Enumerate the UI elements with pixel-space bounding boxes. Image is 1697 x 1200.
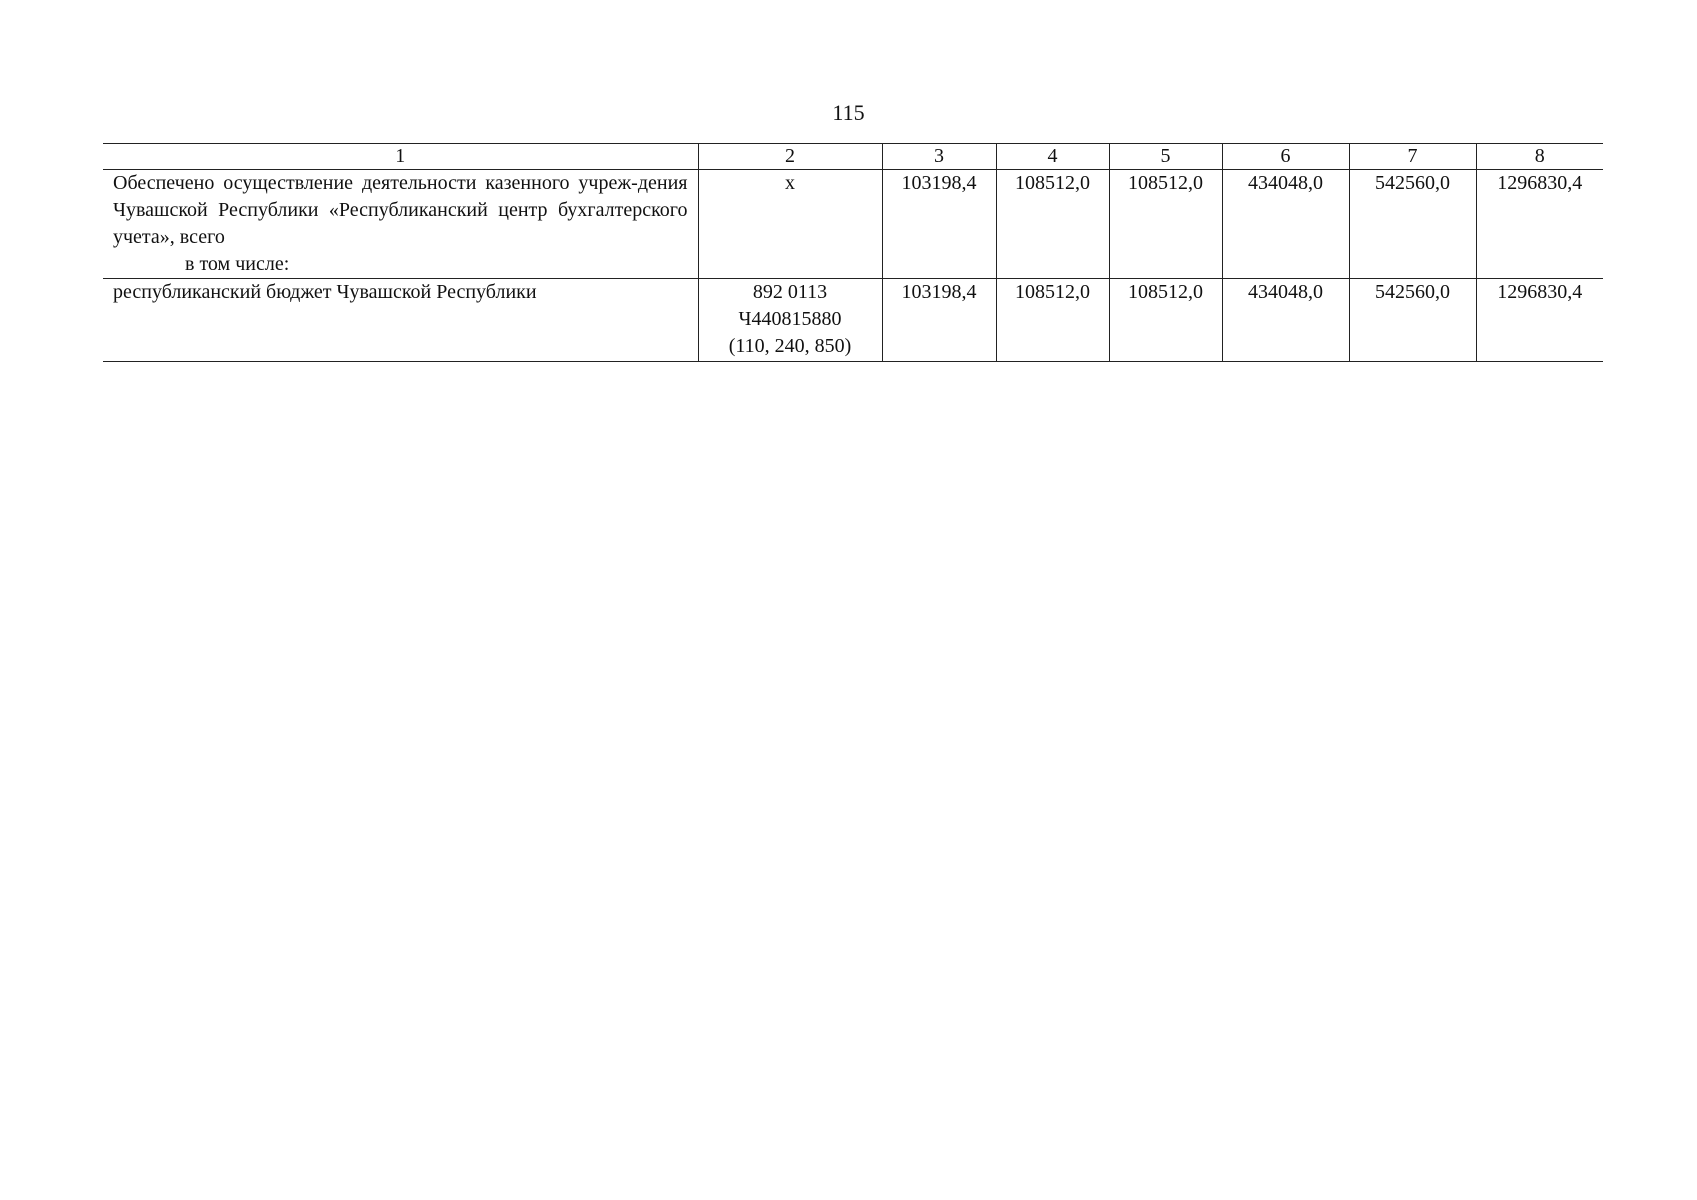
value-cell: 108512,0 [1109,170,1222,279]
page-number: 115 [832,100,865,125]
column-header-6: 6 [1222,144,1349,170]
column-header-2: 2 [698,144,882,170]
table-body [103,170,1603,362]
budget-code-line: (110, 240, 850) [728,335,852,357]
column-header-4: 4 [996,144,1109,170]
budget-code-line: Ч440815880 [738,308,842,330]
budget-code-cell: х [698,170,882,279]
value-cell: 108512,0 [1109,279,1222,362]
value-cell: 542560,0 [1349,170,1476,279]
value-cell: 1296830,4 [1476,279,1603,362]
value-cell: 542560,0 [1349,279,1476,362]
table-header [103,144,1603,170]
column-header-8: 8 [1476,144,1603,170]
budget-code-cell [698,279,882,362]
column-header-1: 1 [103,144,698,170]
value-cell: 1296830,4 [1476,170,1603,279]
value-cell: 103198,4 [882,170,996,279]
header-row [103,144,1603,170]
table-row [103,279,1603,362]
column-header-5: 5 [1109,144,1222,170]
value-cell: 434048,0 [1222,170,1349,279]
value-cell: 108512,0 [996,170,1109,279]
including-label: в том числе: [185,253,290,275]
value-cell: 434048,0 [1222,279,1349,362]
value-cell: 108512,0 [996,279,1109,362]
budget-code-line: 892 0113 [752,281,828,303]
column-header-7: 7 [1349,144,1476,170]
row-name: Обеспечено осуществление деятельности казенного учреж-дения Чувашской Республики «Республиканский центр бухгалтерского учета», всего [113,172,688,248]
row-name-cell [103,170,698,279]
table-row [103,170,1603,279]
column-header-3: 3 [882,144,996,170]
value-cell: 103198,4 [882,279,996,362]
budget-table [103,143,1603,362]
row-name-cell: республиканский бюджет Чувашской Республики [103,279,698,362]
